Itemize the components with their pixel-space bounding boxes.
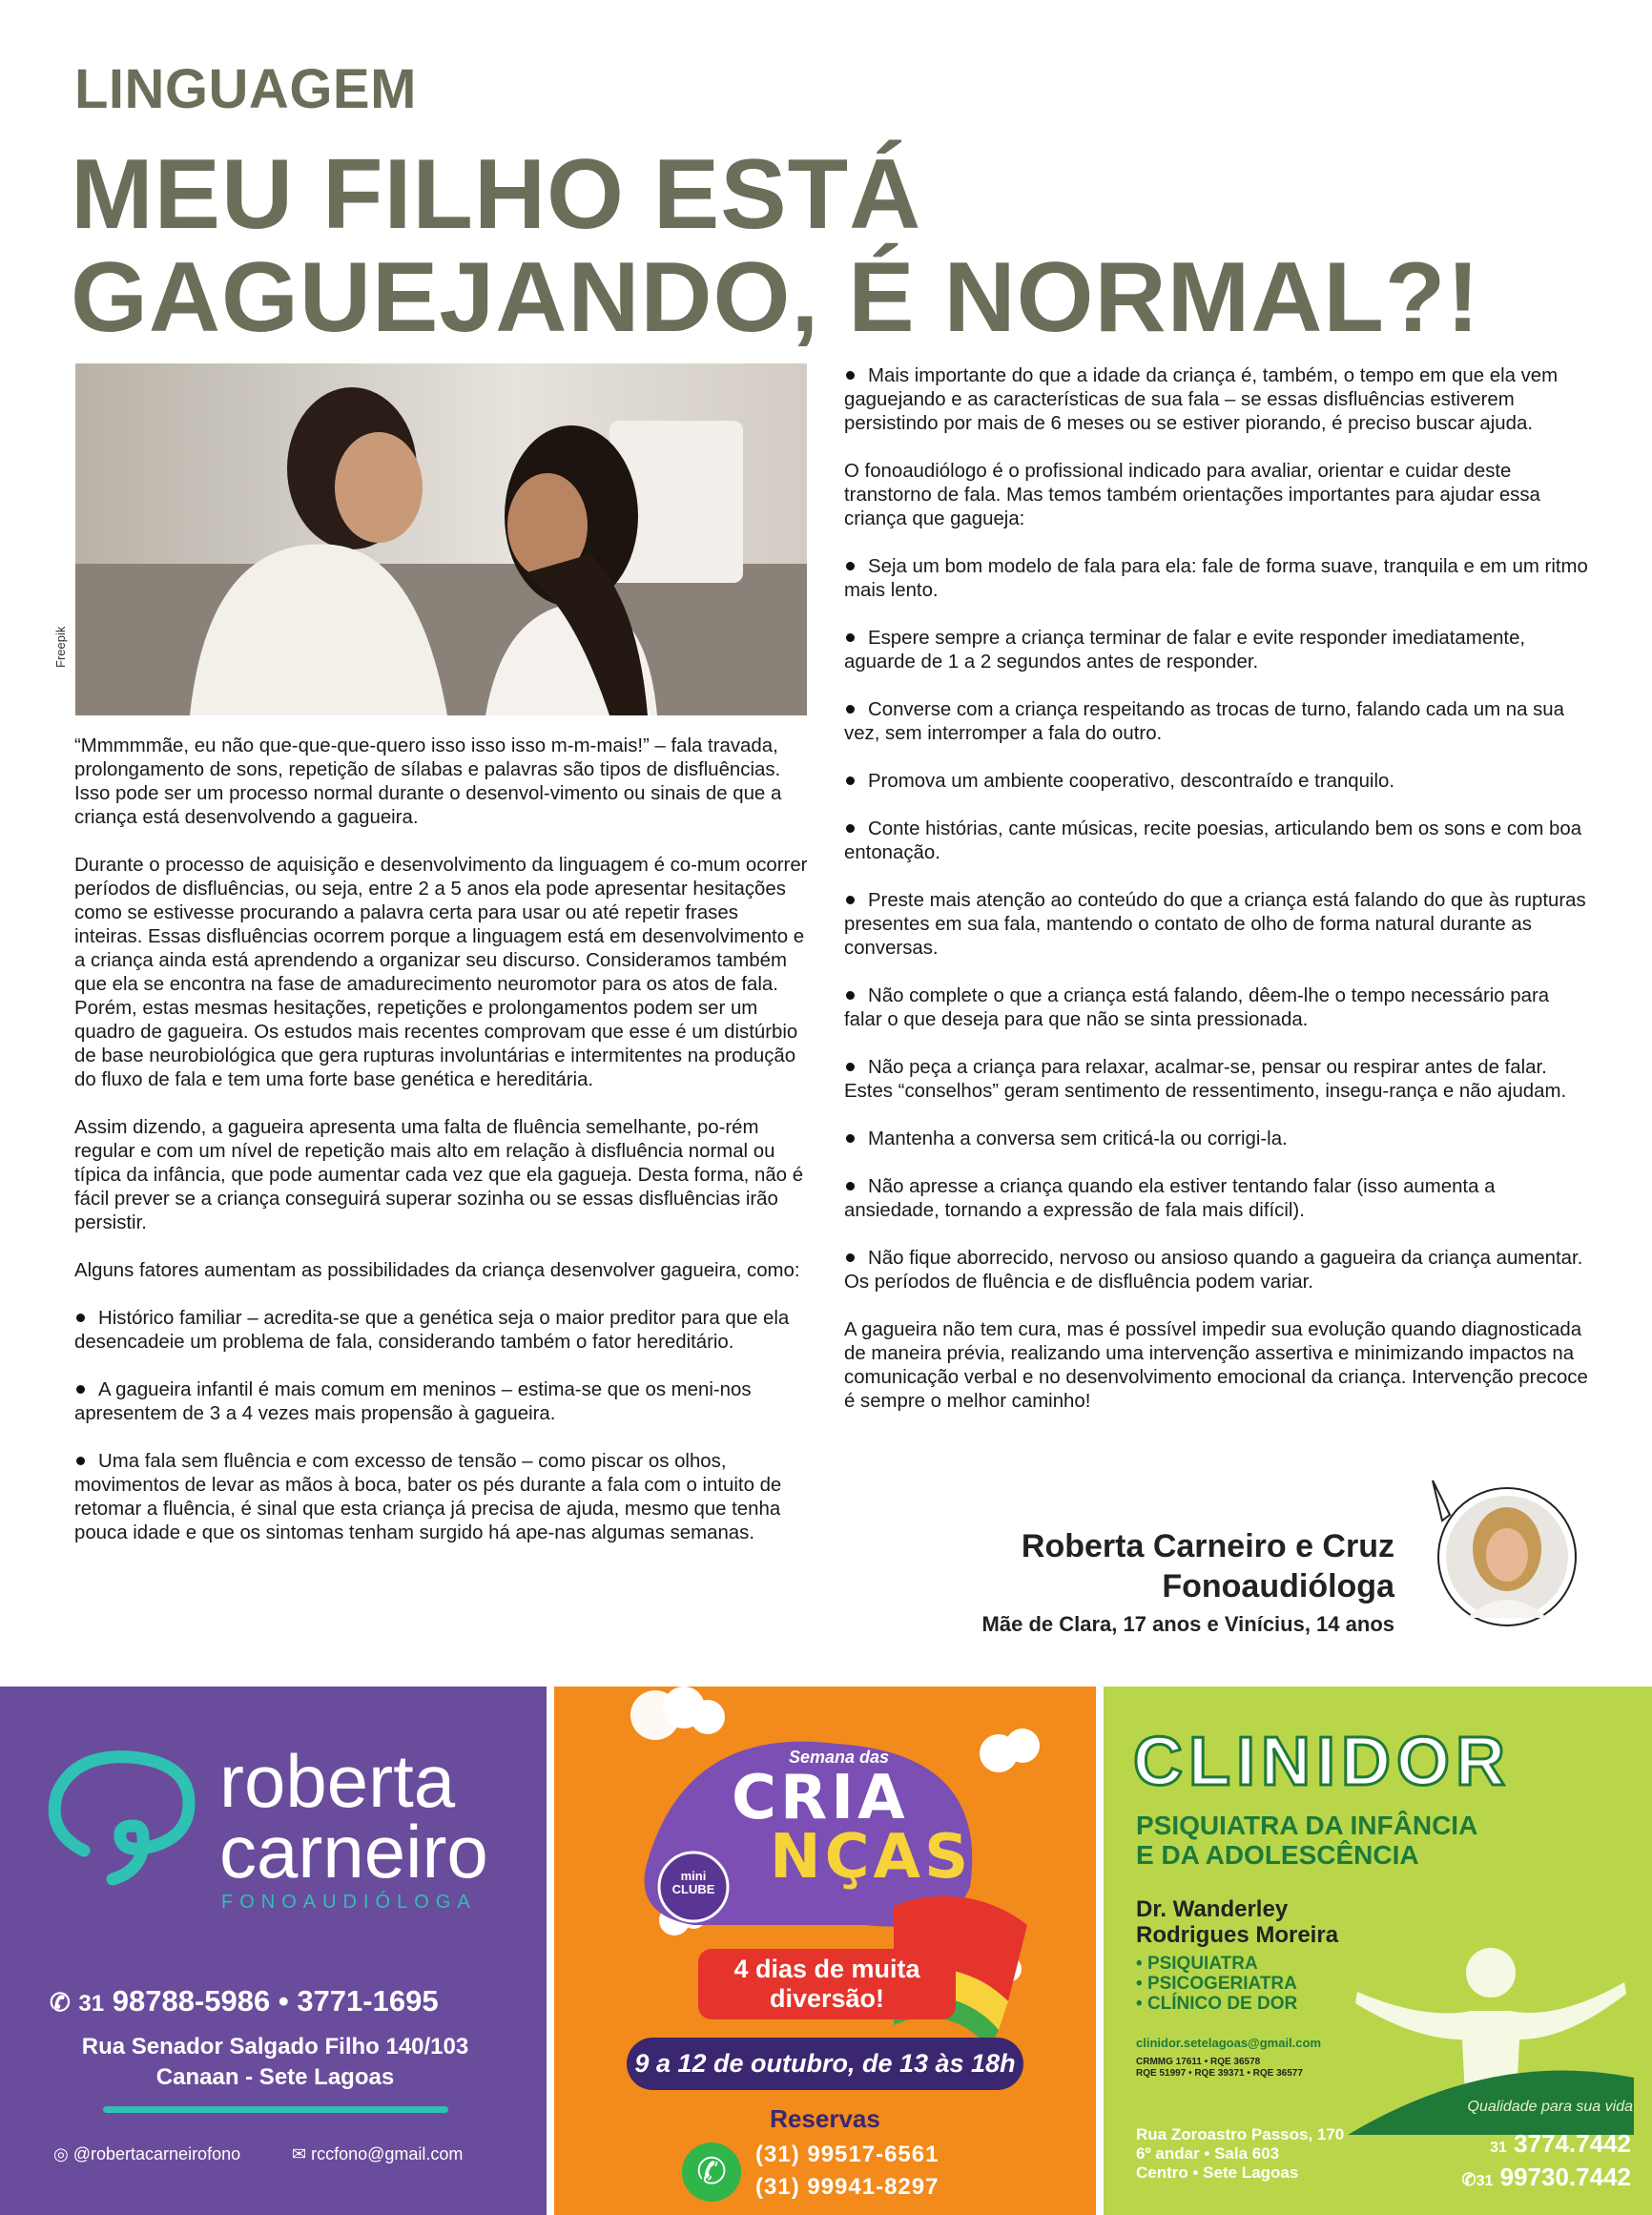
- address: [0, 2032, 550, 2093]
- registry-line-1: CRMMG 17611 • RQE 36578: [1136, 2057, 1261, 2067]
- photo-credit: Freepik: [53, 626, 68, 668]
- promo-title-line-1: CRIA: [732, 1763, 909, 1833]
- reserve-phone-2: (31) 99941-8297: [755, 2174, 940, 2200]
- author-subtitle: Mãe de Clara, 17 anos e Vinícius, 14 anos: [981, 1612, 1394, 1636]
- club-line-1: mini: [680, 1869, 707, 1883]
- brand-line-1: roberta: [219, 1739, 456, 1823]
- instagram-link[interactable]: [53, 2144, 240, 2164]
- service-item: • CLÍNICO DE DOR: [1136, 1994, 1298, 2014]
- mail-icon: ✉: [292, 2144, 307, 2163]
- bullet-item: Seja um bom modelo de fala para ela: fale de forma suave, tranquila e em um ritmo mais lento.: [844, 556, 1588, 601]
- bullet-item: Não peça a criança para relaxar, acalmar-se, pensar ou respirar antes de falar. Estes “conselhos” geram sentimento de ressentimento, insegu-rança e não ajudam.: [844, 1056, 1588, 1104]
- specialty-line-2: E DA ADOLESCÊNCIA: [1136, 1840, 1419, 1870]
- brand-roberta: [219, 1739, 488, 1894]
- article-photo: [75, 363, 807, 715]
- paragraph: Alguns fatores aumentam as possibilidades da criança desenvolver gagueira, como:: [74, 1260, 800, 1281]
- paragraph: O fonoaudiólogo é o profissional indicado para avaliar, orientar e cuidar deste transtorno de fala. Mas temos também orientações importantes para ajudar essa criança que gagueja:: [844, 461, 1540, 529]
- clinidor-phones: [1462, 2129, 1632, 2196]
- club-line-2: CLUBE: [671, 1882, 715, 1896]
- phone-prefix: 31: [78, 1991, 105, 2017]
- specialty: [1136, 1811, 1477, 1870]
- address-line-1: Rua Senador Salgado Filho 140/103: [81, 2034, 469, 2060]
- whatsapp-icon: ✆: [50, 1988, 71, 2017]
- phone-line-2: ✆31 99730.7442: [1461, 2163, 1631, 2191]
- instagram-handle: @robertacarneirofono: [72, 2144, 241, 2163]
- ad-separator: [1096, 1687, 1104, 2215]
- ad-roberta-carneiro[interactable]: [0, 1687, 550, 2215]
- roberta-logo-icon: [46, 1746, 198, 1889]
- bullet-item: Mais importante do que a idade da criança é, também, o tempo em que ela vem gaguejando e as características de sua fala – se essas disfluências estiverem persistindo por mais de 6 meses ou se estiver piorando, é preciso buscar ajuda.: [844, 364, 1588, 436]
- bullet-item: Preste mais atenção ao conteúdo do que a criança está falando do que às rupturas presentes em sua fala, mantendo o contato de olho de forma natural durante as conversas.: [844, 889, 1588, 961]
- bullet-item: Não apresse a criança quando ela estiver tentando falar (isso aumenta a ansiedade, tornando a expressão de fala mais difícil).: [844, 1175, 1588, 1223]
- clinidor-address: [1136, 2125, 1344, 2183]
- paragraph: Durante o processo de aquisição e desenvolvimento da linguagem é co-mum ocorrer períodos de disfluências, ou seja, entre 2 a 5 anos ela pode apresentar hesitações como se estivesse procurando a palavra certa para usar ou até repetir frases inteiras. Essas disfluências ocorrem porque a linguagem está em desenvolvimento e a criança ainda está aprendendo a organizar seu discurso. Consideramos também que ela se encontra na fase de amadurecimento neuromotor para os atos de fala. Porém, estas mesmas hesitações, repetições e prolongamentos podem ser um quadro de gagueira. Os estudos mais recentes comprovam que esse é um distúrbio de base neurobiológica que gera rupturas involuntárias e intermitentes na produção do fluxo de fala e tem uma forte base genética e hereditária.: [74, 855, 808, 1090]
- doctor-line-2: Rodrigues Moreira: [1136, 1922, 1339, 1948]
- promo-dates: 9 a 12 de outubro, de 13 às 18h: [627, 2038, 1023, 2090]
- section-label: LINGUAGEM: [74, 58, 417, 120]
- author-block: [822, 1526, 1394, 1637]
- bullet-item: Não fique aborrecido, nervoso ou ansioso quando a gagueira da criança aumentar. Os períodos de fluência e de disfluência podem variar.: [844, 1247, 1588, 1294]
- slogan: Qualidade para sua vida: [1467, 2099, 1633, 2115]
- headline-line-1: MEU FILHO ESTÁ: [71, 139, 922, 250]
- registry-line-2: RQE 51997 • RQE 39371 • RQE 36577: [1136, 2068, 1303, 2079]
- phone-numbers: 98788-5986 • 3771-1695: [112, 1984, 439, 2018]
- registry: [1136, 2057, 1303, 2080]
- bullet-item: Histórico familiar – acredita-se que a genética seja o maior preditor para que ela desencadeie um problema de fala, considerando também o fator hereditário.: [74, 1307, 809, 1355]
- address-line-3: Centro • Sete Lagoas: [1136, 2163, 1299, 2182]
- article-right-column: [844, 364, 1588, 1438]
- clinidor-email[interactable]: clinidor.setelagoas@gmail.com: [1136, 2036, 1322, 2050]
- email-link[interactable]: [292, 2144, 463, 2164]
- doctor-name: [1136, 1896, 1338, 1948]
- ad-clinidor[interactable]: [1100, 1687, 1652, 2215]
- paragraph: “Mmmmmãe, eu não que-que-que-quero isso isso isso m-m-mais!” – fala travada, prolongamento de sons, repetição de sílabas e palavras são tipos de disfluências. Isso pode ser um processo normal durante o desenvol-vimento ou sinais de que a criança está desenvolvendo a gagueira.: [74, 735, 782, 828]
- service-item: • PSIQUIATRA: [1136, 1954, 1258, 1974]
- promo-top: Semana das: [789, 1748, 890, 1767]
- bullet-item: Uma fala sem fluência e com excesso de tensão – como piscar os olhos, movimentos de levar as mãos à boca, bater os pés durante a fala com o intuito de retomar a fluência, é sinal que esta criança já precisa de ajuda, mesmo que tenha pouca idade e que os sintomas tenham surgido há ape-nas algumas semanas.: [74, 1450, 809, 1545]
- brand-line-2: carneiro: [219, 1810, 488, 1894]
- bullet-item: Espere sempre a criança terminar de falar e evite responder imediatamente, aguarde de 1 a 2 segundos antes de responder.: [844, 627, 1588, 674]
- bullet-item: Mantenha a conversa sem criticá-la ou corrigi-la.: [844, 1128, 1588, 1151]
- promo-banner: 4 dias de muita diversão!: [698, 1949, 956, 2019]
- author-name: Roberta Carneiro e Cruz: [1021, 1528, 1394, 1564]
- reserve-phone-1: (31) 99517-6561: [755, 2142, 940, 2167]
- bullet-item: Conte histórias, cante músicas, recite poesias, articulando bem os sons e com boa entonação.: [844, 818, 1588, 865]
- promo-title: [732, 1763, 973, 1893]
- bullet-item: A gagueira infantil é mais comum em meninos – estima-se que os meni-nos apresentem de 3 a 4 vezes mais propensão à gagueira.: [74, 1378, 809, 1426]
- address-line-1: Rua Zoroastro Passos, 170: [1136, 2125, 1345, 2143]
- article-left-column: [74, 735, 809, 1569]
- whatsapp-icon: ✆: [682, 2143, 741, 2202]
- services-list: [1136, 1954, 1297, 2014]
- paragraph: A gagueira não tem cura, mas é possível impedir sua evolução quando diagnosticada de maneira prévia, realizando uma intervenção assertiva e minimizando impactos na comunicação verbal e no desenvolvimento emocional da criança. Intervenção precoce é sempre o melhor caminho!: [844, 1319, 1588, 1412]
- author-avatar: [1421, 1477, 1581, 1637]
- ad-semana-das-criancas[interactable]: [550, 1687, 1100, 2215]
- reserve-label: Reservas: [770, 2104, 880, 2133]
- whatsapp-icon: ✆: [1461, 2170, 1476, 2189]
- page-title: [71, 139, 1597, 353]
- address-line-2: 6º andar • Sala 603: [1136, 2144, 1280, 2163]
- divider: [103, 2106, 448, 2113]
- headline-line-2: GAGUEJANDO, É NORMAL?!: [71, 242, 1480, 353]
- doctor-line-1: Dr. Wanderley: [1136, 1896, 1289, 1922]
- specialty-line-1: PSIQUIATRA DA INFÂNCIA: [1136, 1811, 1478, 1840]
- ad-separator: [547, 1687, 554, 2215]
- email-address: rccfono@gmail.com: [311, 2144, 464, 2163]
- phone-line: [50, 1984, 439, 2018]
- brand-clinidor: CLINIDOR: [1133, 1724, 1511, 1800]
- bullet-item: Converse com a criança respeitando as trocas de turno, falando cada um na sua vez, sem interromper a fala do outro.: [844, 698, 1588, 746]
- promo-title-line-2: NÇAS: [770, 1822, 973, 1893]
- bullet-item: Não complete o que a criança está falando, dêem-lhe o tempo necessário para falar o que deseja para que não se sinta pressionada.: [844, 984, 1588, 1032]
- reserve-phones: [755, 2139, 939, 2204]
- phone-line-1: 31 3774.7442: [1490, 2129, 1631, 2158]
- brand-tagline: FONOAUDIÓLOGA: [221, 1892, 477, 1913]
- mini-clube-logo: [669, 1870, 718, 1896]
- instagram-icon: ◎: [53, 2144, 69, 2163]
- bullet-item: Promova um ambiente cooperativo, descontraído e tranquilo.: [844, 770, 1588, 794]
- author-role: Fonoaudióloga: [1162, 1568, 1394, 1604]
- address-line-2: Canaan - Sete Lagoas: [155, 2064, 395, 2090]
- service-item: • PSICOGERIATRA: [1136, 1974, 1297, 1994]
- paragraph: Assim dizendo, a gagueira apresenta uma falta de fluência semelhante, po-rém regular e com um nível de repetição mais alto em relação à disfluência normal ou típica da infância, que pode aumentar cada vez que ela gagueja. Desta forma, não é fácil prever se a criança conseguirá superar sozinha ou se essas disfluências irão persistir.: [74, 1117, 804, 1233]
